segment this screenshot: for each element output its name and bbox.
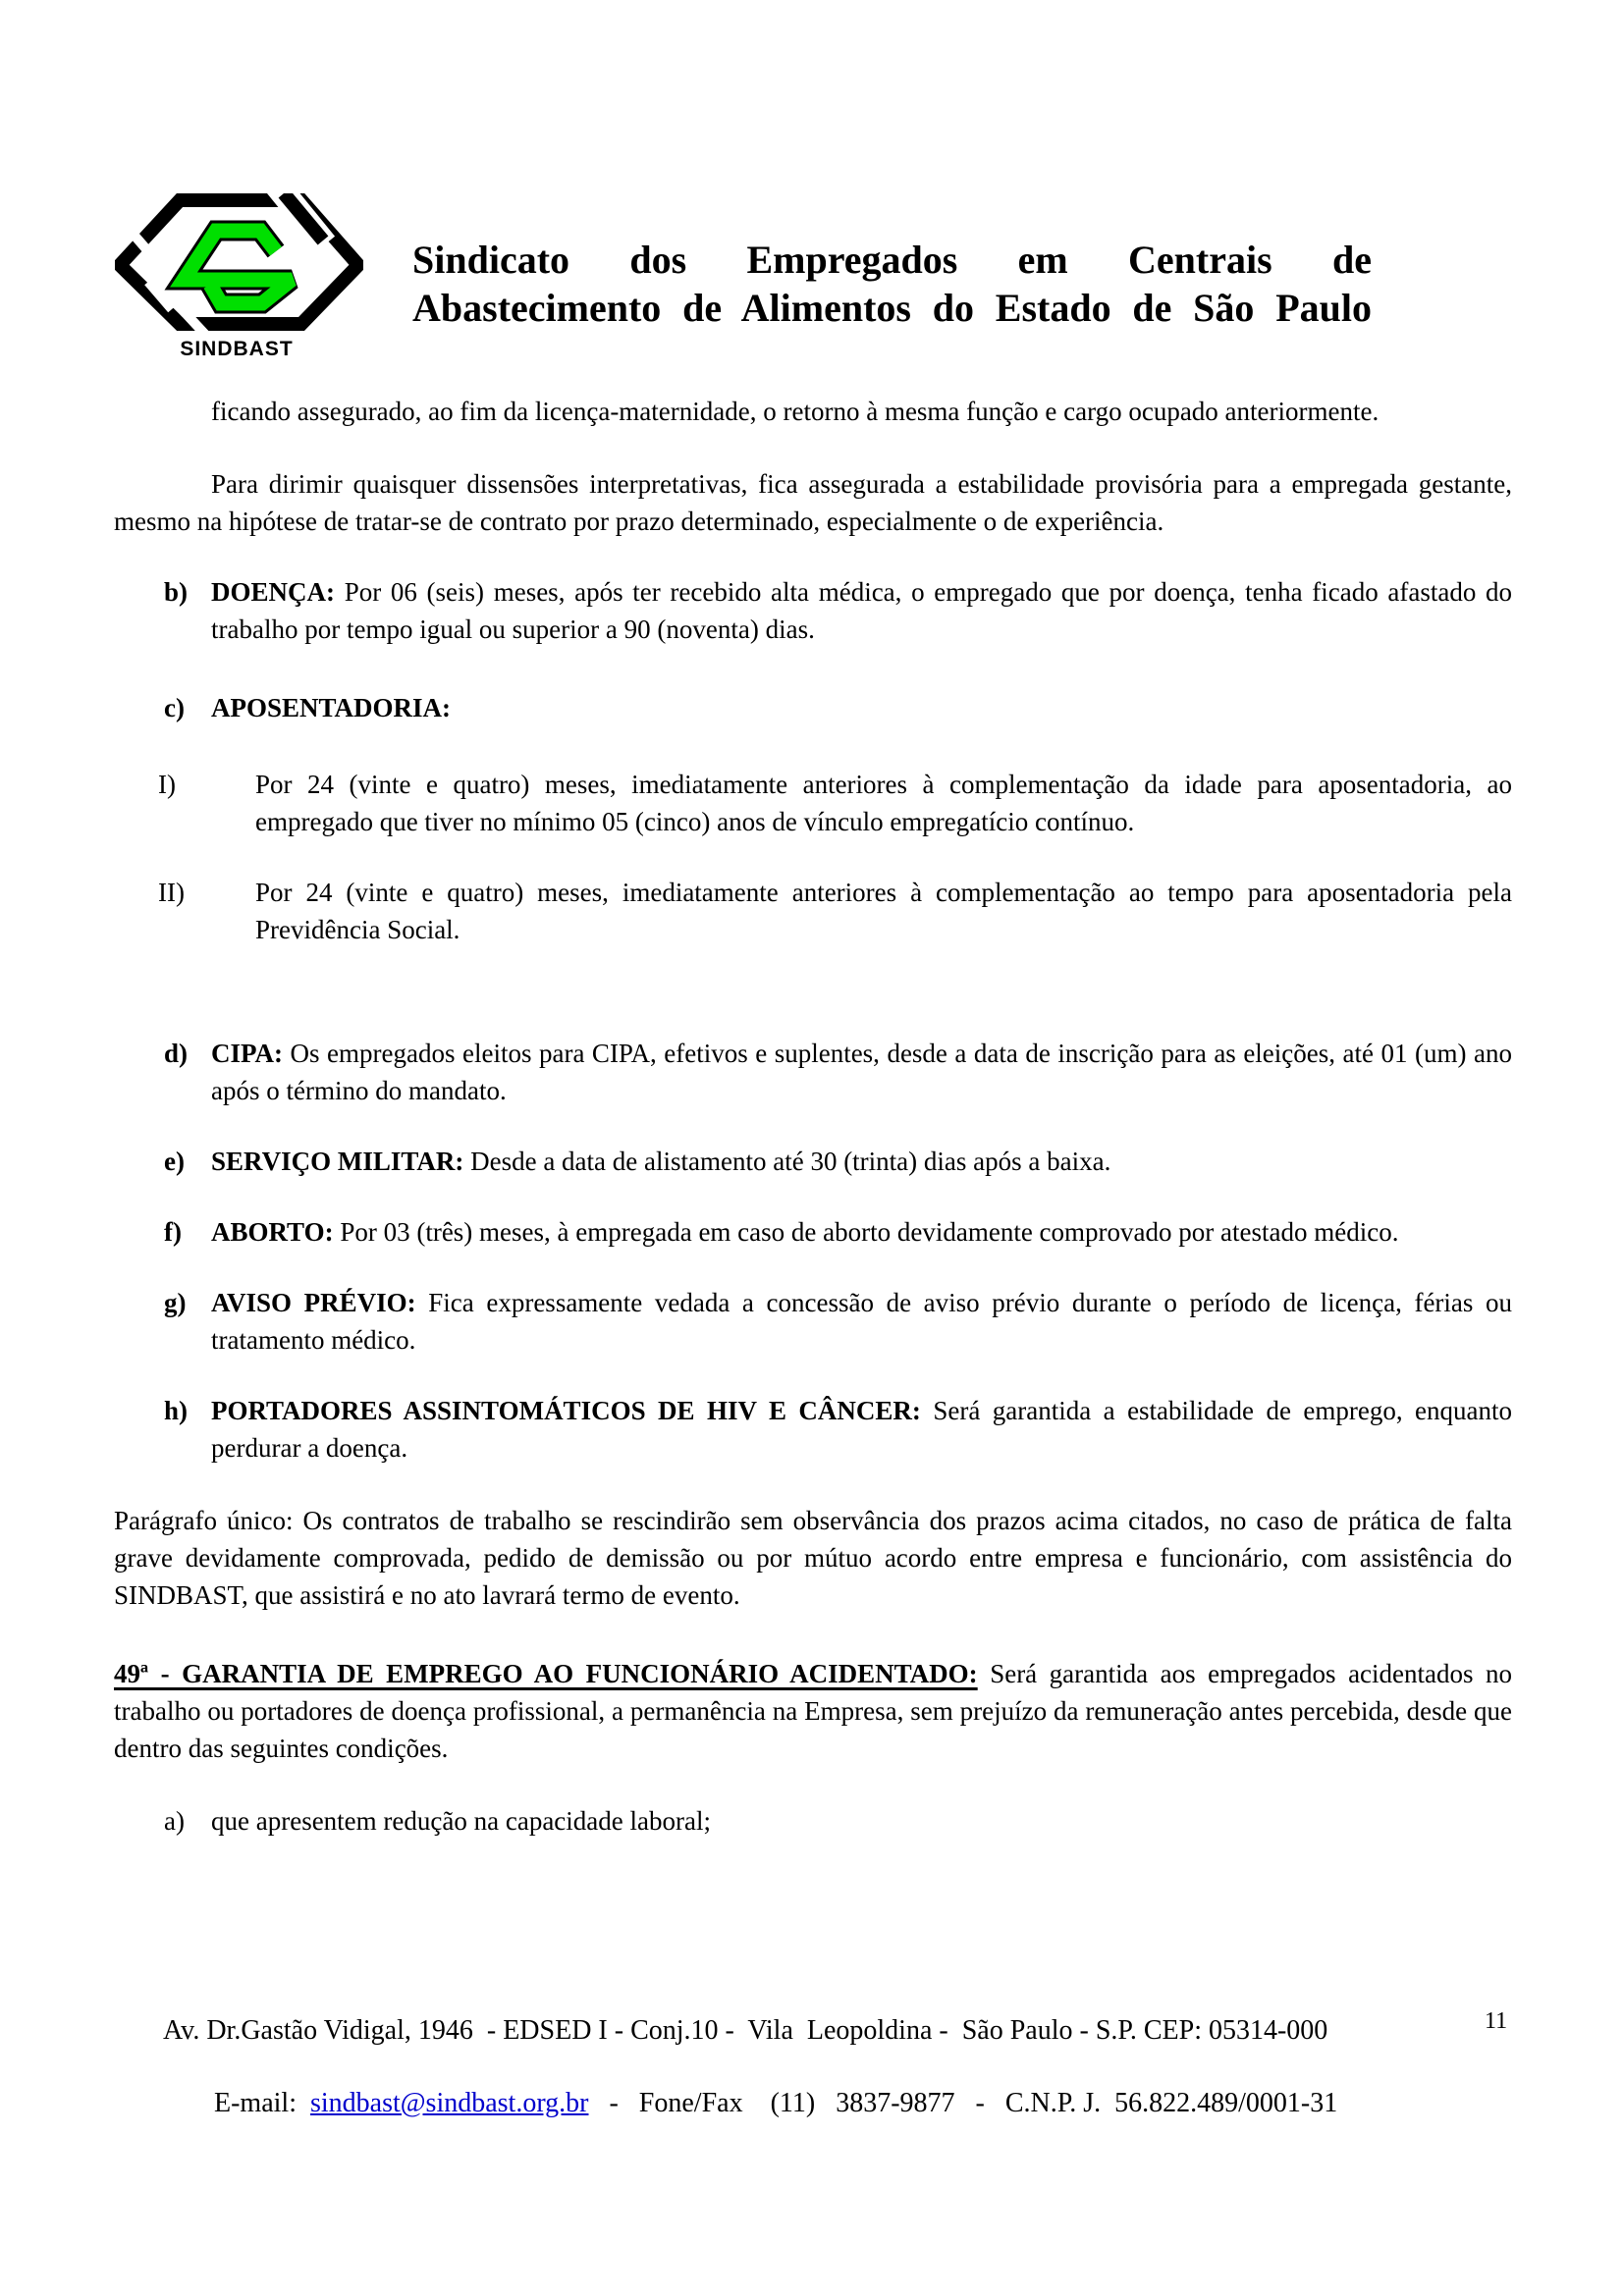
paragraph-text: Parágrafo único: Os contratos de trabalho se rescindirão sem observância dos prazos acima citados, no caso de prática de falta grave devidamente comprovada, pedido de demissão ou por mútuo acordo entre empresa e funcionário, com assistência do SINDBAST, que assistirá e no ato lavrará termo de evento. bbox=[114, 1506, 1512, 1610]
list-marker: f) bbox=[164, 1217, 182, 1247]
list-marker: a) bbox=[164, 1806, 185, 1836]
list-marker: d) bbox=[164, 1039, 189, 1068]
list-item-a bbox=[114, 1802, 1512, 1840]
list-item-roman-1 bbox=[114, 766, 1512, 840]
paragraph-text: ficando assegurado, ao fim da licença-maternidade, o retorno à mesma função e cargo ocupado anteriormente. bbox=[211, 397, 1380, 426]
item-text: Por 06 (seis) meses, após ter recebido alta médica, o empregado que por doença, tenha ficado afastado do trabalho por tempo igual ou superior a 90 (noventa) dias. bbox=[211, 577, 1512, 644]
item-lead: CIPA: bbox=[211, 1039, 283, 1068]
logo-caption: SINDBAST bbox=[180, 338, 294, 360]
clause-49-heading-paragraph bbox=[114, 1655, 1512, 1767]
item-text: Desde a data de alistamento até 30 (trinta) dias após a baixa. bbox=[470, 1147, 1111, 1176]
item-lead: APOSENTADORIA: bbox=[211, 693, 452, 722]
org-name-line-1: Sindicato dos Empregados em Centrais de bbox=[412, 238, 1372, 282]
list-marker: II) bbox=[158, 878, 185, 907]
footer-address: Av. Dr.Gastão Vidigal, 1946 - EDSED I - Conj.10 - Vila Leopoldina - São Paulo - S.P. CEP: 05314-000 bbox=[163, 2015, 1328, 2046]
footer-contact bbox=[187, 2056, 1337, 2151]
paragraph-continuation bbox=[211, 393, 1512, 430]
list-item-h bbox=[114, 1392, 1512, 1467]
list-item-e bbox=[114, 1143, 1512, 1180]
list-marker: e) bbox=[164, 1147, 185, 1176]
list-item-b bbox=[114, 573, 1512, 648]
item-lead: ABORTO: bbox=[211, 1217, 334, 1247]
document-body bbox=[114, 393, 1512, 1840]
list-item-f bbox=[114, 1213, 1512, 1251]
footer-contact-rest: - Fone/Fax (11) 3837-9877 - C.N.P. J. 56.822.489/0001-31 bbox=[588, 2088, 1338, 2118]
item-text: que apresentem redução na capacidade laboral; bbox=[211, 1806, 711, 1836]
clause-text: Será garantida aos empregados acidentados no trabalho ou portadores de doença profissional, a permanência na Empresa, sem prejuízo da remuneração antes percebida, desde que dentro das seguintes condições. bbox=[114, 1659, 1513, 1763]
email-label: E-mail: bbox=[214, 2088, 310, 2118]
org-title bbox=[412, 236, 1372, 332]
item-text: Fica expressamente vedada a concessão de aviso prévio durante o período de licença, férias ou tratamento médico. bbox=[211, 1288, 1513, 1355]
list-item-c bbox=[114, 689, 1512, 726]
list-item-g bbox=[114, 1284, 1512, 1359]
item-text: Por 24 (vinte e quatro) meses, imediatamente anteriores à complementação da idade para aposentadoria, ao empregado que tiver no mínimo 05 (cinco) anos de vínculo empregatício contínuo. bbox=[255, 770, 1512, 836]
item-lead: AVISO PRÉVIO: bbox=[211, 1288, 416, 1317]
item-text: Por 03 (três) meses, à empregada em caso de aborto devidamente comprovado por atestado médico. bbox=[340, 1217, 1399, 1247]
page-number: 11 bbox=[1485, 2008, 1508, 2034]
list-marker: c) bbox=[164, 693, 185, 722]
item-text: Por 24 (vinte e quatro) meses, imediatamente anteriores à complementação ao tempo para aposentadoria pela Previdência Social. bbox=[255, 878, 1512, 944]
list-marker: b) bbox=[164, 577, 189, 607]
item-text: Será garantida a estabilidade de emprego, enquanto perdurar a doença. bbox=[211, 1396, 1513, 1463]
paragraph-unico bbox=[114, 1502, 1512, 1614]
list-item-d bbox=[114, 1035, 1512, 1109]
list-marker: I) bbox=[158, 770, 176, 799]
list-marker: g) bbox=[164, 1288, 187, 1317]
sindbast-logo-icon bbox=[115, 193, 363, 341]
clause-heading: 49ª - GARANTIA DE EMPREGO AO FUNCIONÁRIO ACIDENTADO: bbox=[114, 1659, 978, 1688]
paragraph bbox=[114, 465, 1512, 540]
org-name-line-2: Abastecimento de Alimentos do Estado de São Paulo bbox=[412, 286, 1372, 330]
item-lead: DOENÇA: bbox=[211, 577, 335, 607]
list-item-roman-2 bbox=[114, 874, 1512, 948]
item-lead: PORTADORES ASSINTOMÁTICOS DE HIV E CÂNCER: bbox=[211, 1396, 921, 1425]
list-marker: h) bbox=[164, 1396, 189, 1425]
paragraph-text: Para dirimir quaisquer dissensões interpretativas, fica assegurada a estabilidade provisória para a empregada gestante, mesmo na hipótese de tratar-se de contrato por prazo determinado, especialmente o de experiência. bbox=[114, 469, 1512, 536]
item-text: Os empregados eleitos para CIPA, efetivos e suplentes, desde a data de inscrição para as eleições, até 01 (um) ano após o término do mandato. bbox=[211, 1039, 1512, 1105]
item-lead: SERVIÇO MILITAR: bbox=[211, 1147, 464, 1176]
email-link[interactable]: sindbast@sindbast.org.br bbox=[309, 2088, 589, 2118]
